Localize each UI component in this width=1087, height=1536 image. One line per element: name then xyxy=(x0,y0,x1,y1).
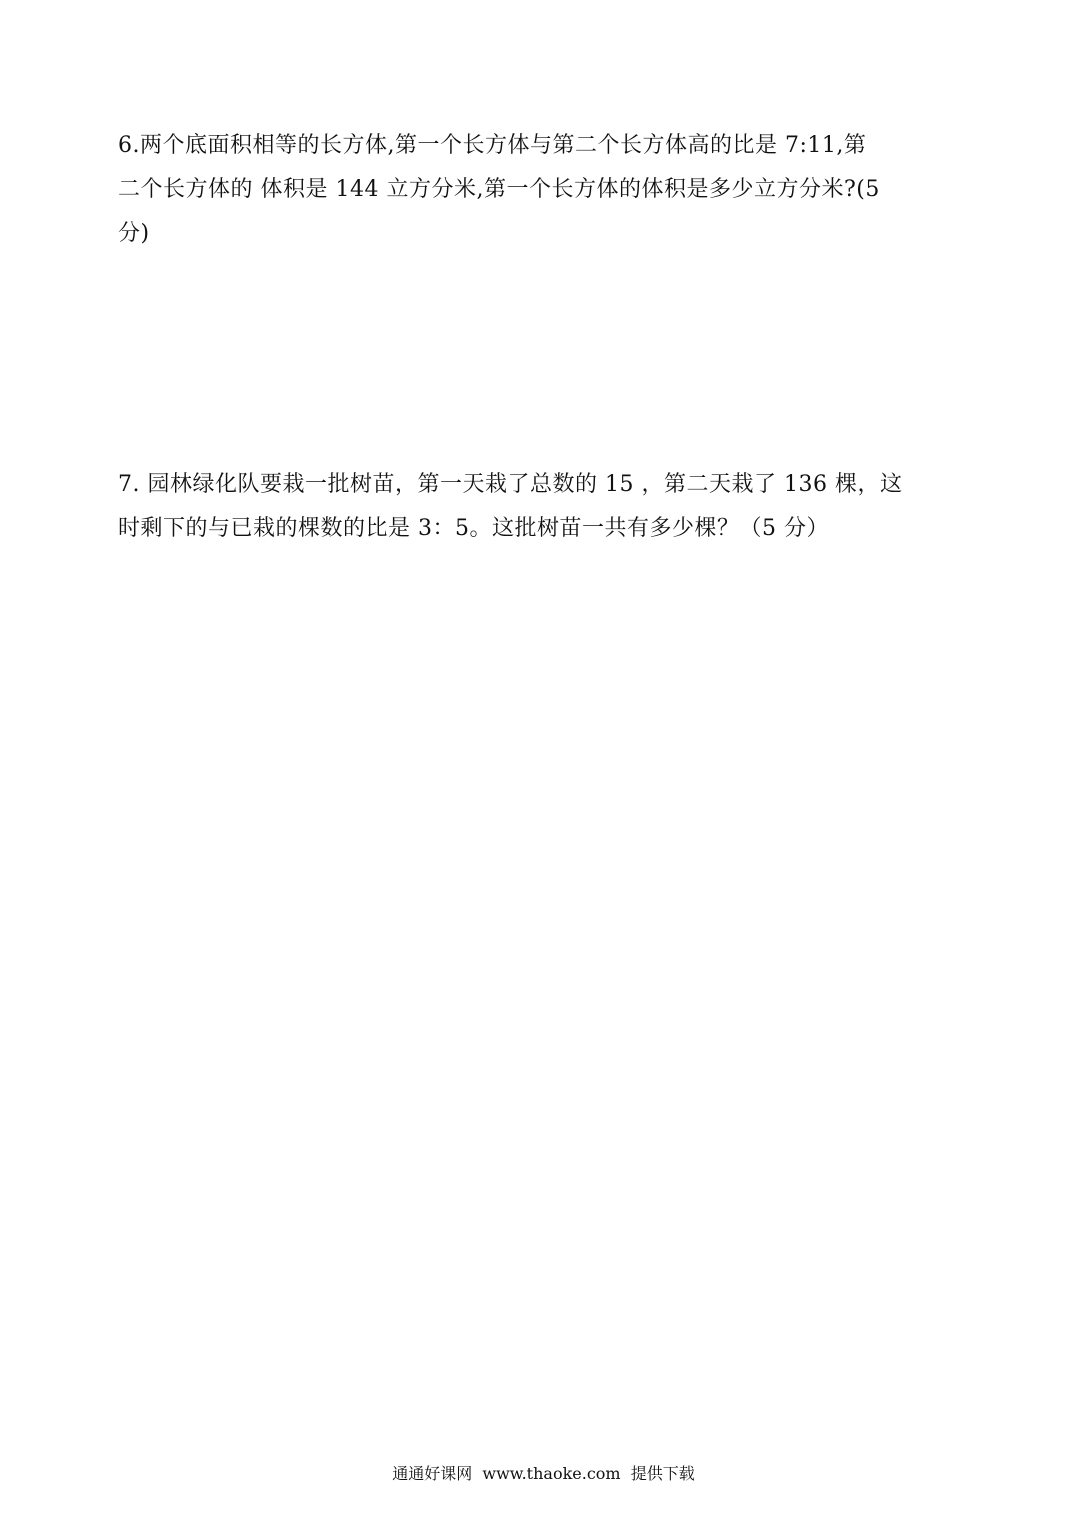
question-6-line-3: 分) xyxy=(118,221,150,246)
question-6 xyxy=(118,124,978,256)
question-7-line-1: 7. 园林绿化队要栽一批树苗，第一天栽了总数的 15 ，第二天栽了 136 棵，这 xyxy=(118,472,903,497)
question-6-line-2: 二个长方体的 体积是 144 立方分米,第一个长方体的体积是多少立方分米?(5 xyxy=(118,177,880,202)
question-6-line-1: 6.两个底面积相等的长方体,第一个长方体与第二个长方体高的比是 7:11,第 xyxy=(118,133,867,158)
page-footer: 通通好课网 www.thaoke.com 提供下载 xyxy=(392,1464,695,1483)
question-7 xyxy=(118,463,978,551)
question-7-line-2: 时剩下的与已栽的棵数的比是 3：5。这批树苗一共有多少棵？（5 分） xyxy=(118,516,829,541)
